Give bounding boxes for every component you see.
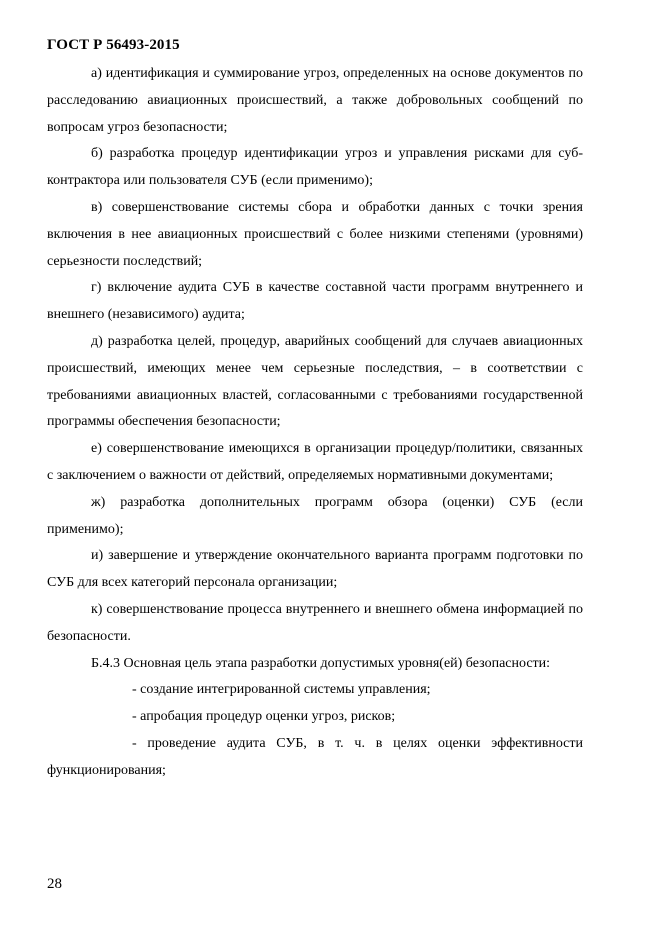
paragraph-b: б) разработка процедур идентификации угроз и управления рисками для суб-контрактора или пользователя СУБ (если применимо); bbox=[47, 146, 583, 189]
section-heading-b-4-3: Б.4.3 Основная цель этапа разработки допустимых уровня(ей) безопасности: bbox=[91, 655, 551, 671]
list-item-audit: - проведение аудита СУБ, в т. ч. в целях оценки эффективности функционирования; bbox=[47, 735, 583, 778]
page-number: 28 bbox=[47, 876, 62, 892]
document-body bbox=[47, 61, 583, 785]
paragraph-g: г) включение аудита СУБ в качестве составной части программ внутреннего и внешнего (независимого) аудита; bbox=[47, 280, 583, 323]
paragraph-i: и) завершение и утверждение окончательного варианта программ подготовки по СУБ для всех категорий персонала организации; bbox=[47, 548, 583, 591]
list-item-integrated-system: - создание интегрированной системы управления; bbox=[132, 682, 431, 698]
paragraph-d: д) разработка целей, процедур, аварийных сообщений для случаев авиационных происшествий, имеющих менее чем серьезные последствия, – в соответствии с требованиями авиационных властей, согласованными с требованиями государственной программы обеспечения безопасности; bbox=[47, 333, 583, 430]
paragraph-k: к) совершенствование процесса внутреннего и внешнего обмена информацией по безопасности. bbox=[47, 601, 583, 644]
paragraph-a: а) идентификация и суммирование угроз, определенных на основе документов по расследованию авиационных происшествий, а также добровольных сообщений по вопросам угроз безопасности; bbox=[47, 66, 583, 135]
paragraph-e: е) совершенствование имеющихся в организации процедур/политики, связанных с заключением о важности от действий, определяемых нормативными документами; bbox=[47, 441, 583, 483]
paragraph-zh: ж) разработка дополнительных программ обзора (оценки) СУБ (если применимо); bbox=[47, 494, 583, 537]
document-header: ГОСТ Р 56493-2015 bbox=[47, 37, 180, 53]
list-item-threat-assessment: - апробация процедур оценки угроз, рисков; bbox=[132, 709, 396, 725]
paragraph-v: в) совершенствование системы сбора и обработки данных с точки зрения включения в нее авиационных происшествий с более низкими степенями (уровнями) серьезности последствий; bbox=[47, 199, 583, 269]
